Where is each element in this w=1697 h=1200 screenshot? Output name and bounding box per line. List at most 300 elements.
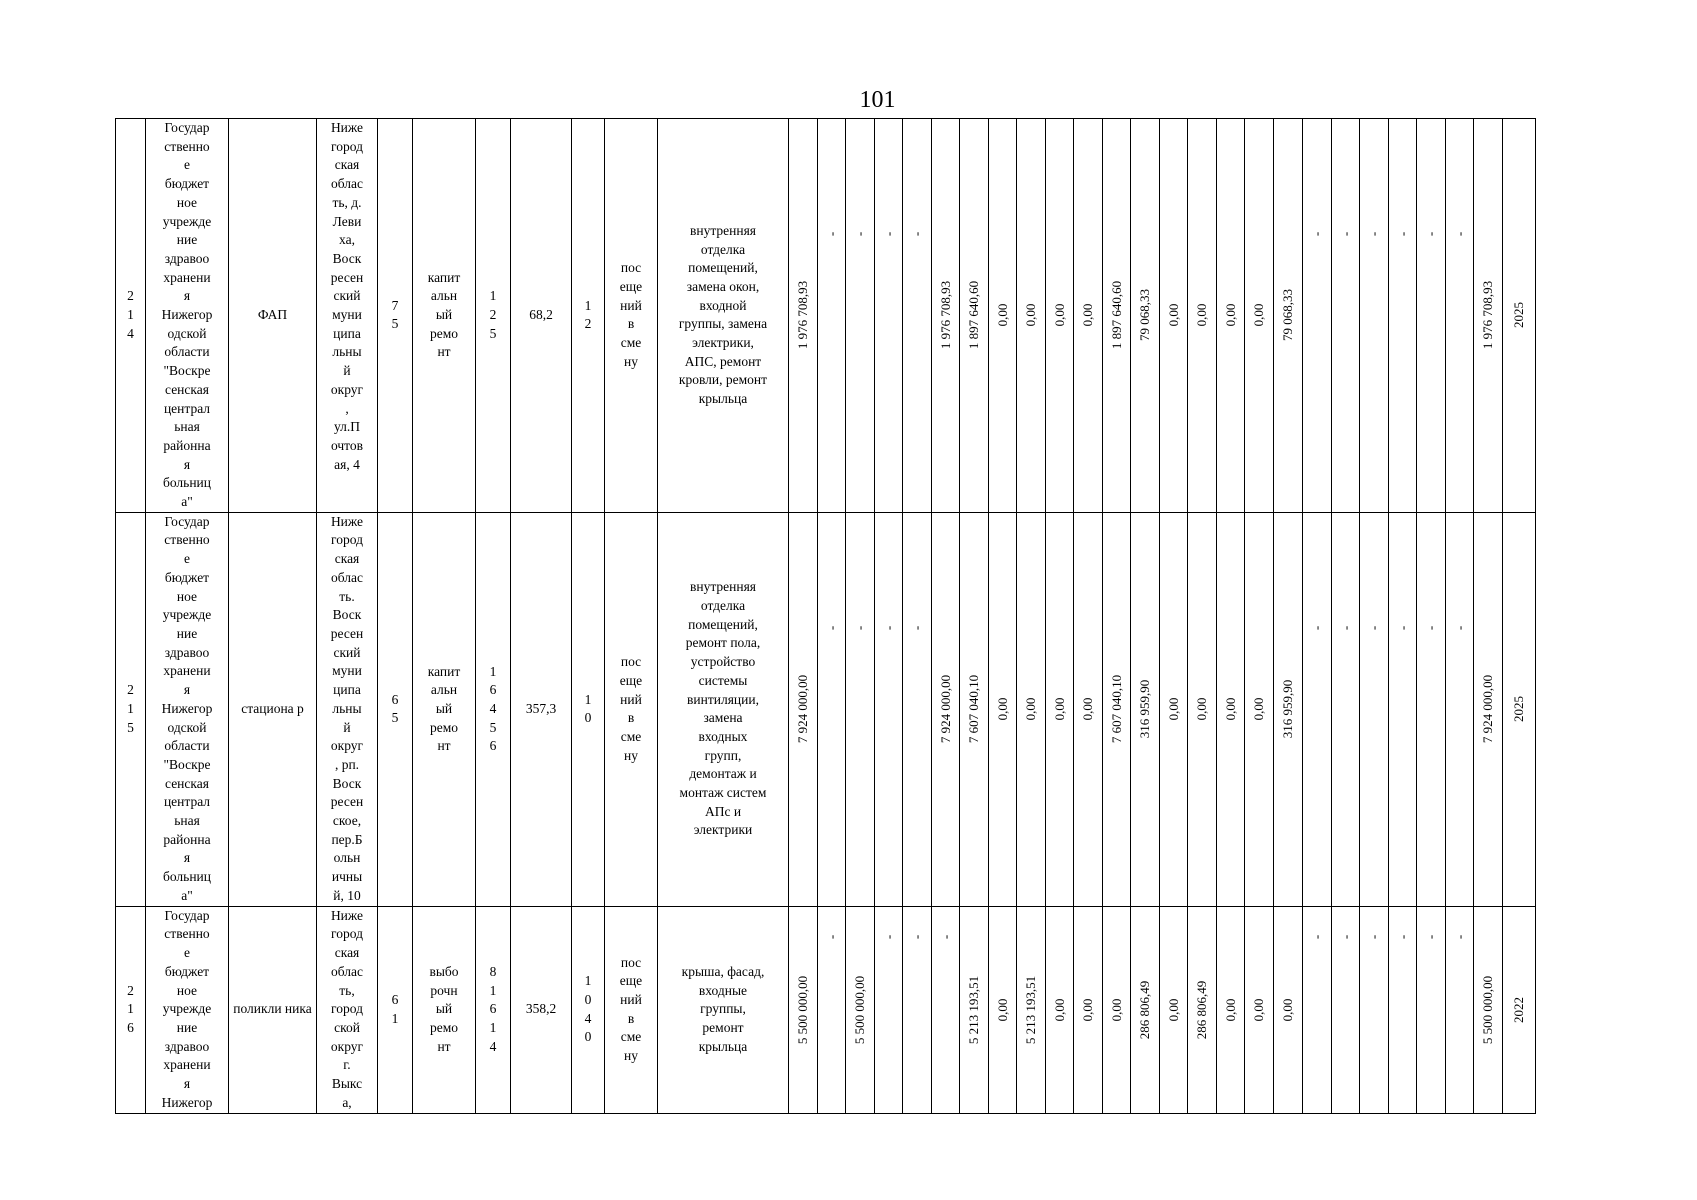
- work-type-line: ремо: [429, 1019, 459, 1035]
- object-type-text: стациона р: [241, 700, 304, 716]
- dash-mark: -: [937, 934, 953, 939]
- funding-cell: [1332, 906, 1360, 1113]
- funding-cell: [1474, 906, 1503, 1113]
- institution-name-line: Государ: [164, 907, 210, 923]
- funding-value: 0,00: [994, 697, 1010, 721]
- row-number: [116, 512, 146, 906]
- object-address-line: ть,: [339, 982, 355, 998]
- funding-cell: [989, 906, 1017, 1113]
- institution-name-line: е: [184, 157, 190, 173]
- funding-cell: [789, 119, 818, 513]
- funding-value: 0,00: [1222, 304, 1238, 327]
- funding-value: 1 976 708,93: [1480, 281, 1495, 350]
- row-number-line: 5: [127, 719, 134, 735]
- work-description-line: внутренняя: [689, 222, 757, 238]
- area-code-line: 1: [489, 288, 497, 304]
- funding-cell: [1188, 906, 1217, 1113]
- area-code-line: 8: [489, 963, 497, 979]
- area-code-line: 6: [489, 738, 497, 754]
- funding-value: 7 924 000,00: [795, 675, 810, 744]
- institution-name-line: бюджет: [164, 569, 210, 585]
- work-type-line: ремо: [429, 719, 459, 735]
- work-description-line: системы: [698, 672, 748, 688]
- dash-mark: -: [823, 934, 839, 939]
- object-address-line: г.: [343, 1057, 351, 1073]
- work-description-line: группы, замена: [678, 316, 768, 332]
- institution-name-line: одской: [167, 719, 207, 735]
- capacity-unit-line: пос: [620, 654, 642, 670]
- institution-name-line: ние: [176, 1019, 198, 1035]
- institution-name-line: больниц: [162, 475, 211, 491]
- work-description-line: замена: [703, 710, 743, 726]
- funding-cell: [1446, 119, 1474, 513]
- dash-mark: -: [1337, 625, 1353, 630]
- funding-cell: [1274, 512, 1303, 906]
- object-address-line: ть, д.: [332, 194, 362, 210]
- dash-mark: -: [1423, 625, 1438, 630]
- dash-mark: -: [1337, 231, 1353, 237]
- funding-value: 0,00: [1194, 697, 1209, 721]
- dash-mark: -: [1366, 625, 1381, 630]
- object-address-line: ский: [333, 288, 361, 304]
- funding-value: 316 959,90: [1137, 680, 1152, 739]
- funding-cell: [1245, 119, 1274, 513]
- funding-cell: [1446, 512, 1474, 906]
- work-description-line: замена окон,: [686, 278, 760, 294]
- institution-name-line: я: [183, 1076, 191, 1092]
- area-value-text: 357,3: [525, 700, 557, 716]
- dash-mark: -: [1423, 934, 1438, 939]
- funding-cell: [1303, 906, 1332, 1113]
- institution-name-line: учрежде: [162, 1001, 212, 1017]
- work-description: [658, 119, 789, 513]
- work-type-line: ремо: [429, 325, 459, 341]
- institution-name-line: Нижегор: [161, 307, 213, 323]
- work-description-line: демонтаж и: [689, 766, 757, 782]
- funding-cell: [1017, 119, 1046, 513]
- area-code-line: 2: [489, 307, 497, 323]
- funding-cell: [1274, 119, 1303, 513]
- funding-cell: [875, 119, 903, 513]
- dash-mark: -: [1451, 625, 1467, 630]
- funding-value: 0,00: [1051, 998, 1067, 1021]
- funding-value: 0,00: [994, 998, 1010, 1021]
- funding-cell: [1389, 906, 1417, 1113]
- funding-cell: [1503, 512, 1536, 906]
- table-row: [116, 906, 1536, 1113]
- funding-value: 0,00: [1051, 697, 1067, 721]
- institution-name-line: сенская: [165, 381, 209, 397]
- institution-name-line: я: [183, 456, 191, 472]
- capacity-unit-line: в: [627, 710, 635, 726]
- object-address-line: город: [331, 532, 363, 548]
- capacity-unit: [605, 512, 658, 906]
- row-number: [116, 906, 146, 1113]
- funding-value: 0,00: [1165, 304, 1181, 327]
- institution-name-line: ственно: [164, 926, 210, 942]
- work-description-line: группы,: [700, 1001, 746, 1017]
- institution-name-line: районна: [163, 437, 211, 453]
- funding-cell: [1245, 906, 1274, 1113]
- object-address-line: облас: [330, 569, 363, 585]
- capacity-unit-line: еще: [619, 973, 643, 989]
- capacity-value-line: 2: [584, 316, 592, 332]
- capacity-value: [572, 512, 605, 906]
- funding-cell: [989, 119, 1017, 513]
- institution-name-line: здравоо: [164, 644, 210, 660]
- funding-cell: [1103, 512, 1131, 906]
- area-value-text: 358,2: [525, 1001, 557, 1017]
- work-description-line: электрики,: [692, 335, 754, 351]
- institution-name-line: централ: [163, 400, 211, 416]
- capacity-unit-line: ну: [624, 353, 638, 369]
- work-description-line: крыша, фасад,: [681, 963, 765, 979]
- object-address-line: ресен: [330, 625, 364, 641]
- work-description-line: отделка: [700, 598, 746, 614]
- funding-value: 2025: [1511, 302, 1526, 329]
- capacity-unit-line: в: [627, 316, 635, 332]
- funding-cell: [846, 906, 875, 1113]
- year-built-line: 1: [391, 1010, 399, 1026]
- institution-name-line: Государ: [164, 120, 210, 135]
- institution-name-line: Государ: [164, 513, 210, 529]
- area-code-line: 1: [489, 663, 497, 679]
- dash-mark: -: [880, 934, 896, 939]
- row-number-line: 1: [127, 1001, 134, 1017]
- work-description-line: ремонт: [702, 1019, 744, 1035]
- capacity-unit-line: сме: [620, 1029, 642, 1045]
- object-address-line: льны: [332, 344, 362, 360]
- institution-name-line: ное: [176, 194, 198, 210]
- institution-name-line: здравоо: [164, 250, 210, 266]
- object-address: [317, 906, 378, 1113]
- funding-cell: [1446, 906, 1474, 1113]
- object-address-line: й: [343, 719, 351, 735]
- institution-name-line: хранени: [163, 1057, 211, 1073]
- area-value: [511, 906, 572, 1113]
- work-description-line: ремонт пола,: [685, 635, 761, 651]
- institution-name-line: ние: [176, 625, 198, 641]
- register-table: [115, 118, 1536, 1114]
- funding-cell: [1245, 512, 1274, 906]
- object-address-line: ципа: [333, 325, 361, 341]
- object-address-line: ская: [334, 551, 360, 567]
- institution-name-line: больниц: [162, 869, 211, 885]
- row-number-line: 1: [127, 700, 134, 716]
- institution-name-line: "Воскре: [163, 756, 211, 772]
- row-number-line: 2: [127, 682, 134, 698]
- funding-cell: [1074, 512, 1103, 906]
- dash-mark: -: [1309, 625, 1324, 630]
- capacity-value: [572, 119, 605, 513]
- work-type: [413, 119, 476, 513]
- work-type-line: альн: [430, 682, 458, 698]
- institution-name-line: хранени: [163, 663, 211, 679]
- funding-value: 1 897 640,60: [1108, 281, 1124, 350]
- capacity-unit-line: еще: [619, 672, 643, 688]
- funding-cell: [1217, 906, 1245, 1113]
- funding-cell: [1360, 906, 1389, 1113]
- capacity-unit: [605, 906, 658, 1113]
- dash-mark: -: [1394, 625, 1410, 630]
- funding-cell: [960, 512, 989, 906]
- object-address-line: ское,: [332, 813, 362, 829]
- funding-cell: [789, 906, 818, 1113]
- object-address-line: ресен: [330, 794, 364, 810]
- funding-value: 1 976 708,93: [795, 281, 810, 350]
- capacity-value-line: 0: [584, 991, 592, 1007]
- object-address-line: Леви: [332, 213, 362, 229]
- institution-name-line: ьная: [174, 419, 200, 435]
- work-description-line: внутренняя: [689, 579, 757, 595]
- year-built: [378, 512, 413, 906]
- institution-name: [146, 119, 229, 513]
- work-type-line: нт: [437, 738, 451, 754]
- object-address-line: ул.П: [333, 419, 361, 435]
- funding-value: 0,00: [1108, 998, 1124, 1021]
- institution-name-line: ственно: [164, 138, 210, 154]
- funding-cell: [818, 906, 846, 1113]
- object-address-line: город: [331, 1001, 363, 1017]
- work-type-line: капит: [427, 269, 461, 285]
- funding-cell: [1046, 119, 1074, 513]
- object-address-line: Ниже: [330, 907, 364, 923]
- funding-cell: [846, 119, 875, 513]
- institution-name-line: бюджет: [164, 176, 210, 192]
- capacity-unit-line: еще: [619, 278, 643, 294]
- object-address-line: Ниже: [330, 120, 364, 135]
- institution-name-line: Нижегор: [161, 1094, 213, 1110]
- work-type-line: ый: [435, 1001, 453, 1017]
- funding-value: 286 806,49: [1194, 980, 1209, 1039]
- funding-value: 0,00: [1165, 998, 1181, 1021]
- institution-name-line: здравоо: [164, 1038, 210, 1054]
- work-type-line: ый: [435, 307, 453, 323]
- work-description-line: групп,: [704, 747, 742, 763]
- institution-name-line: я: [183, 682, 191, 698]
- institution-name-line: е: [184, 551, 190, 567]
- object-address-line: ципа: [333, 682, 361, 698]
- funding-cell: [1217, 512, 1245, 906]
- capacity-unit-line: ну: [624, 747, 638, 763]
- work-type-line: нт: [437, 1038, 451, 1054]
- capacity-unit-line: ний: [620, 691, 642, 707]
- funding-value: 7 607 040,10: [1108, 675, 1124, 744]
- institution-name: [146, 906, 229, 1113]
- funding-cell: [1160, 512, 1188, 906]
- funding-value: 0,00: [1251, 697, 1266, 721]
- funding-value: 0,00: [994, 304, 1010, 327]
- funding-cell: [1303, 119, 1332, 513]
- funding-cell: [903, 512, 932, 906]
- object-type-text: поликли ника: [233, 1001, 312, 1017]
- work-description-line: входных: [698, 728, 748, 744]
- funding-value: 316 959,90: [1280, 680, 1295, 739]
- institution-name-line: хранени: [163, 269, 211, 285]
- funding-value: 0,00: [1280, 998, 1295, 1021]
- funding-value: 5 500 000,00: [795, 975, 810, 1044]
- funding-cell: [960, 906, 989, 1113]
- object-type: [229, 512, 317, 906]
- funding-cell: [1474, 119, 1503, 513]
- funding-value: 5 213 193,51: [966, 975, 981, 1044]
- work-type: [413, 512, 476, 906]
- table-row: [116, 119, 1536, 513]
- funding-cell: [1417, 906, 1446, 1113]
- object-address-line: округ: [330, 381, 364, 397]
- institution-name-line: учрежде: [162, 213, 212, 229]
- object-address-line: ский: [333, 644, 361, 660]
- area-value: [511, 512, 572, 906]
- area-code-line: 5: [489, 719, 497, 735]
- funding-value: 7 924 000,00: [1480, 675, 1495, 744]
- capacity-value-line: 1: [584, 691, 592, 707]
- capacity-unit-line: в: [627, 1010, 635, 1026]
- year-built: [378, 906, 413, 1113]
- work-type-line: ый: [435, 700, 453, 716]
- institution-name: [146, 512, 229, 906]
- funding-cell: [1503, 906, 1536, 1113]
- dash-mark: -: [1366, 231, 1381, 237]
- object-address-line: ,: [345, 400, 349, 416]
- funding-value: 0,00: [1080, 998, 1095, 1021]
- funding-value: 5 500 000,00: [852, 975, 867, 1044]
- object-address-line: , рп.: [334, 756, 360, 772]
- work-description-line: крыльца: [698, 1038, 748, 1054]
- work-description-line: винтиляции,: [687, 691, 759, 707]
- object-address-line: округ: [330, 738, 364, 754]
- funding-cell: [903, 906, 932, 1113]
- funding-cell: [846, 512, 875, 906]
- year-built-line: 7: [391, 297, 399, 313]
- funding-cell: [1303, 512, 1332, 906]
- area-code-line: 6: [489, 1001, 497, 1017]
- institution-name-line: я: [183, 850, 191, 866]
- funding-cell: [1332, 512, 1360, 906]
- funding-value: 0,00: [1222, 998, 1238, 1021]
- institution-name-line: ние: [176, 232, 198, 248]
- row-number: [116, 119, 146, 513]
- area-code: [476, 512, 511, 906]
- institution-name-line: я: [183, 288, 191, 304]
- dash-mark: -: [1309, 231, 1324, 237]
- funding-cell: [875, 906, 903, 1113]
- funding-cell: [960, 119, 989, 513]
- object-address-line: ская: [334, 945, 360, 961]
- funding-cell: [1131, 119, 1160, 513]
- funding-cell: [1417, 119, 1446, 513]
- object-address-line: ая, 4: [334, 456, 360, 472]
- funding-value: 0,00: [1251, 998, 1266, 1021]
- dash-mark: -: [880, 625, 896, 630]
- funding-cell: [1103, 906, 1131, 1113]
- funding-value: 1 976 708,93: [937, 281, 953, 350]
- funding-cell: [1389, 119, 1417, 513]
- object-address-line: Воск: [332, 775, 362, 791]
- funding-value: 0,00: [1165, 697, 1181, 721]
- area-code-line: 4: [489, 700, 497, 716]
- funding-value: 5 213 193,51: [1023, 975, 1038, 1044]
- funding-value: 286 806,49: [1137, 980, 1152, 1039]
- object-address-line: Выкс: [331, 1076, 363, 1092]
- funding-cell: [1131, 906, 1160, 1113]
- capacity-value-line: 4: [584, 1010, 592, 1026]
- institution-name-line: е: [184, 945, 190, 961]
- funding-cell: [932, 906, 960, 1113]
- funding-cell: [932, 119, 960, 513]
- capacity-unit-line: пос: [620, 260, 642, 276]
- institution-name-line: области: [164, 344, 210, 360]
- work-description-line: помещений,: [688, 616, 758, 632]
- year-built-line: 6: [391, 991, 399, 1007]
- funding-cell: [1131, 512, 1160, 906]
- dash-mark: -: [880, 231, 896, 237]
- dash-mark: -: [1366, 934, 1381, 939]
- object-address-line: ть.: [339, 588, 355, 604]
- funding-cell: [1274, 906, 1303, 1113]
- table-row: [116, 512, 1536, 906]
- work-type-line: альн: [430, 288, 458, 304]
- institution-name-line: "Воскре: [163, 363, 211, 379]
- dash-mark: -: [909, 625, 924, 630]
- object-type: [229, 906, 317, 1113]
- institution-name-line: централ: [163, 794, 211, 810]
- funding-cell: [932, 512, 960, 906]
- object-address-line: й, 10: [333, 887, 361, 903]
- work-description-line: АПС, ремонт: [684, 353, 762, 369]
- work-description: [658, 906, 789, 1113]
- institution-name-line: районна: [163, 831, 211, 847]
- area-code-line: 1: [489, 982, 497, 998]
- work-description-line: устройство: [690, 654, 756, 670]
- capacity-unit-line: ну: [624, 1048, 638, 1064]
- work-description-line: АПс и: [704, 803, 742, 819]
- area-code-line: 6: [489, 682, 497, 698]
- area-value: [511, 119, 572, 513]
- object-address-line: город: [331, 138, 363, 154]
- funding-value: 0,00: [1251, 304, 1266, 327]
- funding-value: 0,00: [1080, 304, 1095, 327]
- object-address-line: ская: [334, 157, 360, 173]
- area-code: [476, 119, 511, 513]
- institution-name-line: учрежде: [162, 607, 212, 623]
- work-description-line: крыльца: [698, 391, 748, 407]
- object-type-text: ФАП: [257, 307, 288, 323]
- object-address-line: облас: [330, 176, 363, 192]
- funding-cell: [789, 512, 818, 906]
- capacity-unit-line: пос: [620, 954, 642, 970]
- year-built-line: 5: [391, 316, 399, 332]
- object-address-line: ресен: [330, 269, 364, 285]
- dash-mark: -: [823, 231, 839, 237]
- funding-value: 0,00: [1080, 697, 1095, 721]
- institution-name-line: а": [181, 887, 193, 903]
- work-type-line: нт: [437, 344, 451, 360]
- work-description-line: электрики: [693, 822, 753, 838]
- funding-value: 0,00: [1051, 304, 1067, 327]
- funding-cell: [1046, 512, 1074, 906]
- work-description-line: отделка: [700, 241, 746, 257]
- object-address: [317, 119, 378, 513]
- object-address-line: ичны: [331, 869, 363, 885]
- capacity-value-line: 0: [584, 710, 592, 726]
- dash-mark: -: [909, 934, 924, 939]
- object-address-line: ольн: [333, 850, 361, 866]
- object-address-line: ской: [334, 1019, 360, 1035]
- capacity-value-line: 1: [584, 297, 592, 313]
- work-description-line: входные: [698, 982, 748, 998]
- dash-mark: -: [1451, 934, 1467, 939]
